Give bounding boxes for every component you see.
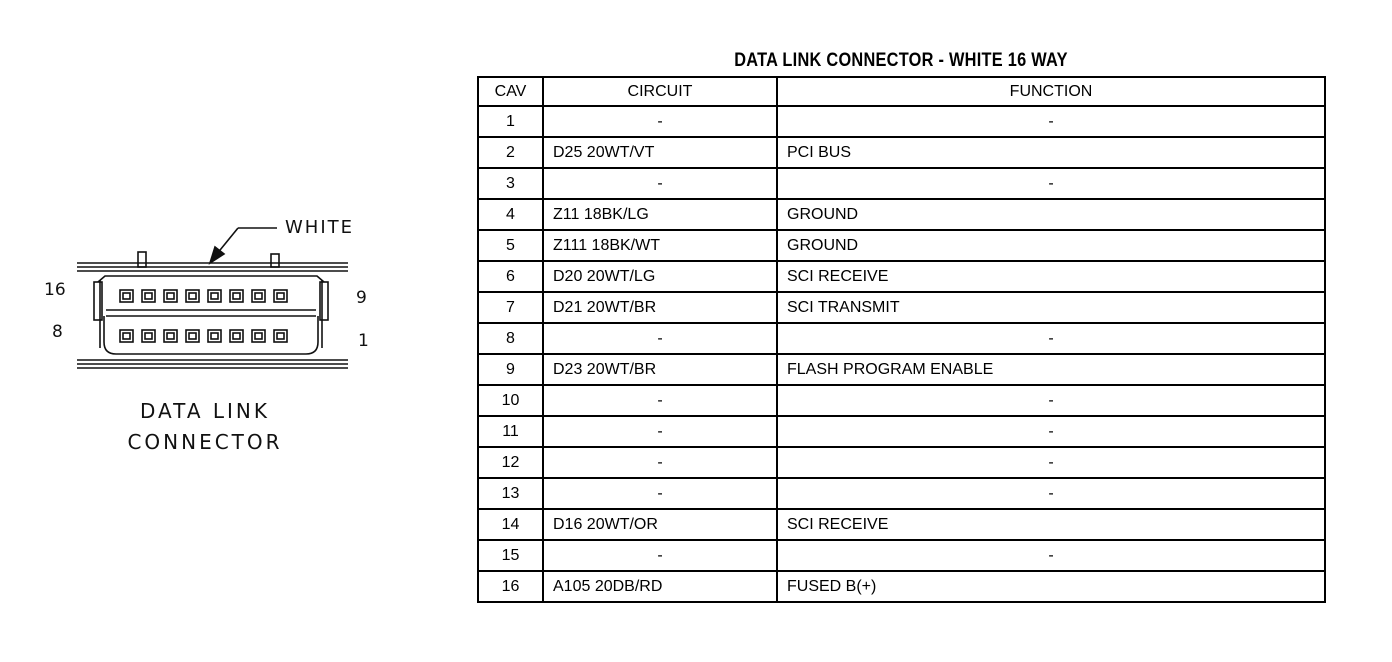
cav-cell: 12: [478, 447, 543, 478]
cav-cell: 2: [478, 137, 543, 168]
function-cell: SCI RECEIVE: [777, 261, 1325, 292]
cav-cell: 11: [478, 416, 543, 447]
cav-cell: 1: [478, 106, 543, 137]
table-row: [478, 385, 1325, 416]
header-cav: CAV: [478, 77, 543, 106]
caption-line-2: CONNECTOR: [127, 430, 283, 454]
function-cell: GROUND: [777, 199, 1325, 230]
circuit-cell: -: [543, 323, 777, 354]
pin-label-8: 8: [52, 322, 63, 342]
table-row: [478, 354, 1325, 385]
table-title: DATA LINK CONNECTOR - WHITE 16 WAY: [734, 50, 1068, 71]
table-row: [478, 416, 1325, 447]
pin-label-1: 1: [358, 331, 369, 351]
function-cell: -: [777, 447, 1325, 478]
table-row: [478, 571, 1325, 602]
function-cell: -: [777, 168, 1325, 199]
circuit-cell: -: [543, 540, 777, 571]
cav-cell: 8: [478, 323, 543, 354]
cav-cell: 5: [478, 230, 543, 261]
cav-cell: 15: [478, 540, 543, 571]
arrow-head-icon: [210, 247, 224, 263]
function-cell: PCI BUS: [777, 137, 1325, 168]
table-row: [478, 106, 1325, 137]
cav-cell: 14: [478, 509, 543, 540]
function-cell: -: [777, 385, 1325, 416]
caption-line-1: DATA LINK: [140, 399, 270, 423]
table-row: [478, 230, 1325, 261]
circuit-cell: D21 20WT/BR: [543, 292, 777, 323]
function-cell: FUSED B(+): [777, 571, 1325, 602]
header-circuit: CIRCUIT: [543, 77, 777, 106]
table-row: [478, 509, 1325, 540]
function-cell: GROUND: [777, 230, 1325, 261]
circuit-cell: Z111 18BK/WT: [543, 230, 777, 261]
pin-label-9: 9: [356, 288, 367, 308]
header-function: FUNCTION: [777, 77, 1325, 106]
function-cell: -: [777, 478, 1325, 509]
table-header-row: [478, 77, 1325, 106]
circuit-cell: -: [543, 447, 777, 478]
cav-cell: 3: [478, 168, 543, 199]
pin-label-16: 16: [44, 280, 66, 300]
connector-caption: [90, 396, 320, 458]
circuit-cell: A105 20DB/RD: [543, 571, 777, 602]
circuit-cell: D16 20WT/OR: [543, 509, 777, 540]
function-cell: -: [777, 540, 1325, 571]
table-row: [478, 261, 1325, 292]
table-row: [478, 168, 1325, 199]
function-cell: FLASH PROGRAM ENABLE: [777, 354, 1325, 385]
circuit-cell: -: [543, 385, 777, 416]
function-cell: -: [777, 416, 1325, 447]
function-cell: -: [777, 323, 1325, 354]
circuit-cell: D20 20WT/LG: [543, 261, 777, 292]
cav-cell: 6: [478, 261, 543, 292]
circuit-cell: -: [543, 478, 777, 509]
top-row-pins: [120, 290, 287, 302]
cav-cell: 4: [478, 199, 543, 230]
cav-cell: 7: [478, 292, 543, 323]
function-cell: SCI RECEIVE: [777, 509, 1325, 540]
pinout-table: [477, 76, 1326, 603]
table-row: [478, 292, 1325, 323]
circuit-cell: -: [543, 168, 777, 199]
table-row: [478, 447, 1325, 478]
cav-cell: 16: [478, 571, 543, 602]
circuit-cell: Z11 18BK/LG: [543, 199, 777, 230]
function-cell: SCI TRANSMIT: [777, 292, 1325, 323]
circuit-cell: D25 20WT/VT: [543, 137, 777, 168]
latch-tab: [271, 254, 279, 267]
circuit-cell: D23 20WT/BR: [543, 354, 777, 385]
table-row: [478, 323, 1325, 354]
table-row: [478, 137, 1325, 168]
table-row: [478, 478, 1325, 509]
table-row: [478, 199, 1325, 230]
circuit-cell: -: [543, 416, 777, 447]
function-cell: -: [777, 106, 1325, 137]
cav-cell: 9: [478, 354, 543, 385]
data-link-connector-diagram: [30, 200, 390, 470]
circuit-cell: -: [543, 106, 777, 137]
cav-cell: 13: [478, 478, 543, 509]
table-row: [478, 540, 1325, 571]
table-body: [478, 106, 1325, 602]
cav-cell: 10: [478, 385, 543, 416]
white-label: WHITE: [285, 217, 355, 238]
connector-drawing: [30, 200, 390, 390]
latch-tab: [138, 252, 146, 267]
bottom-row-pins: [120, 330, 287, 342]
